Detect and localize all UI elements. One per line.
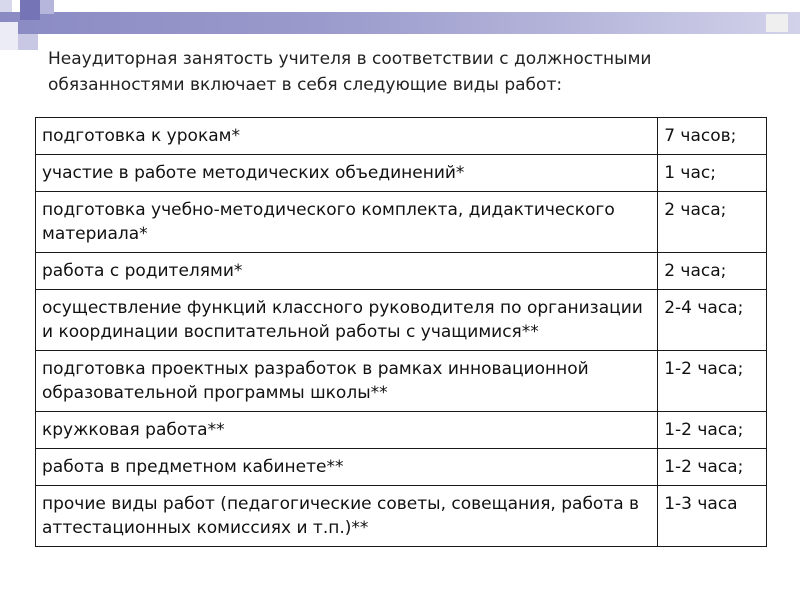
activity-cell: подготовка проектных разработок в рамках инновационной образовательной программы школы** <box>36 351 658 412</box>
activity-cell: подготовка к урокам* <box>36 118 658 155</box>
workload-table <box>35 117 767 547</box>
hours-cell: 1-2 часа; <box>658 412 767 449</box>
hours-cell: 2-4 часа; <box>658 290 767 351</box>
table-row <box>36 449 767 486</box>
intro-text: Неаудиторная занятость учителя в соответствии с должностными обязанностями включает в себя следующие виды работ: <box>48 49 652 95</box>
header-band <box>0 12 800 34</box>
decor-square <box>0 0 12 12</box>
decor-square <box>20 0 40 20</box>
table-row <box>36 192 767 253</box>
table-row <box>36 486 767 547</box>
activity-cell: кружковая работа** <box>36 412 658 449</box>
table-row <box>36 155 767 192</box>
activity-cell: подготовка учебно-методического комплекта, дидактического материала* <box>36 192 658 253</box>
decor-square <box>40 0 54 14</box>
table-row <box>36 412 767 449</box>
hours-cell: 1-3 часа <box>658 486 767 547</box>
table-row <box>36 351 767 412</box>
decor-square <box>18 34 38 50</box>
activity-cell: работа с родителями* <box>36 253 658 290</box>
hours-cell: 1-2 часа; <box>658 449 767 486</box>
hours-cell: 1-2 часа; <box>658 351 767 412</box>
activity-cell: осуществление функций классного руководителя по организации и координации воспитательной работы с учащимися** <box>36 290 658 351</box>
activity-cell: работа в предметном кабинете** <box>36 449 658 486</box>
table-row <box>36 253 767 290</box>
decor-square <box>0 22 18 50</box>
table-row <box>36 118 767 155</box>
hours-cell: 2 часа; <box>658 192 767 253</box>
activity-cell: участие в работе методических объединений* <box>36 155 658 192</box>
hours-cell: 7 часов; <box>658 118 767 155</box>
activity-cell: прочие виды работ (педагогические советы, совещания, работа в аттестационных комиссиях и т.п.)** <box>36 486 658 547</box>
hours-cell: 2 часа; <box>658 253 767 290</box>
table-row <box>36 290 767 351</box>
decor-square <box>766 14 788 32</box>
hours-cell: 1 час; <box>658 155 767 192</box>
